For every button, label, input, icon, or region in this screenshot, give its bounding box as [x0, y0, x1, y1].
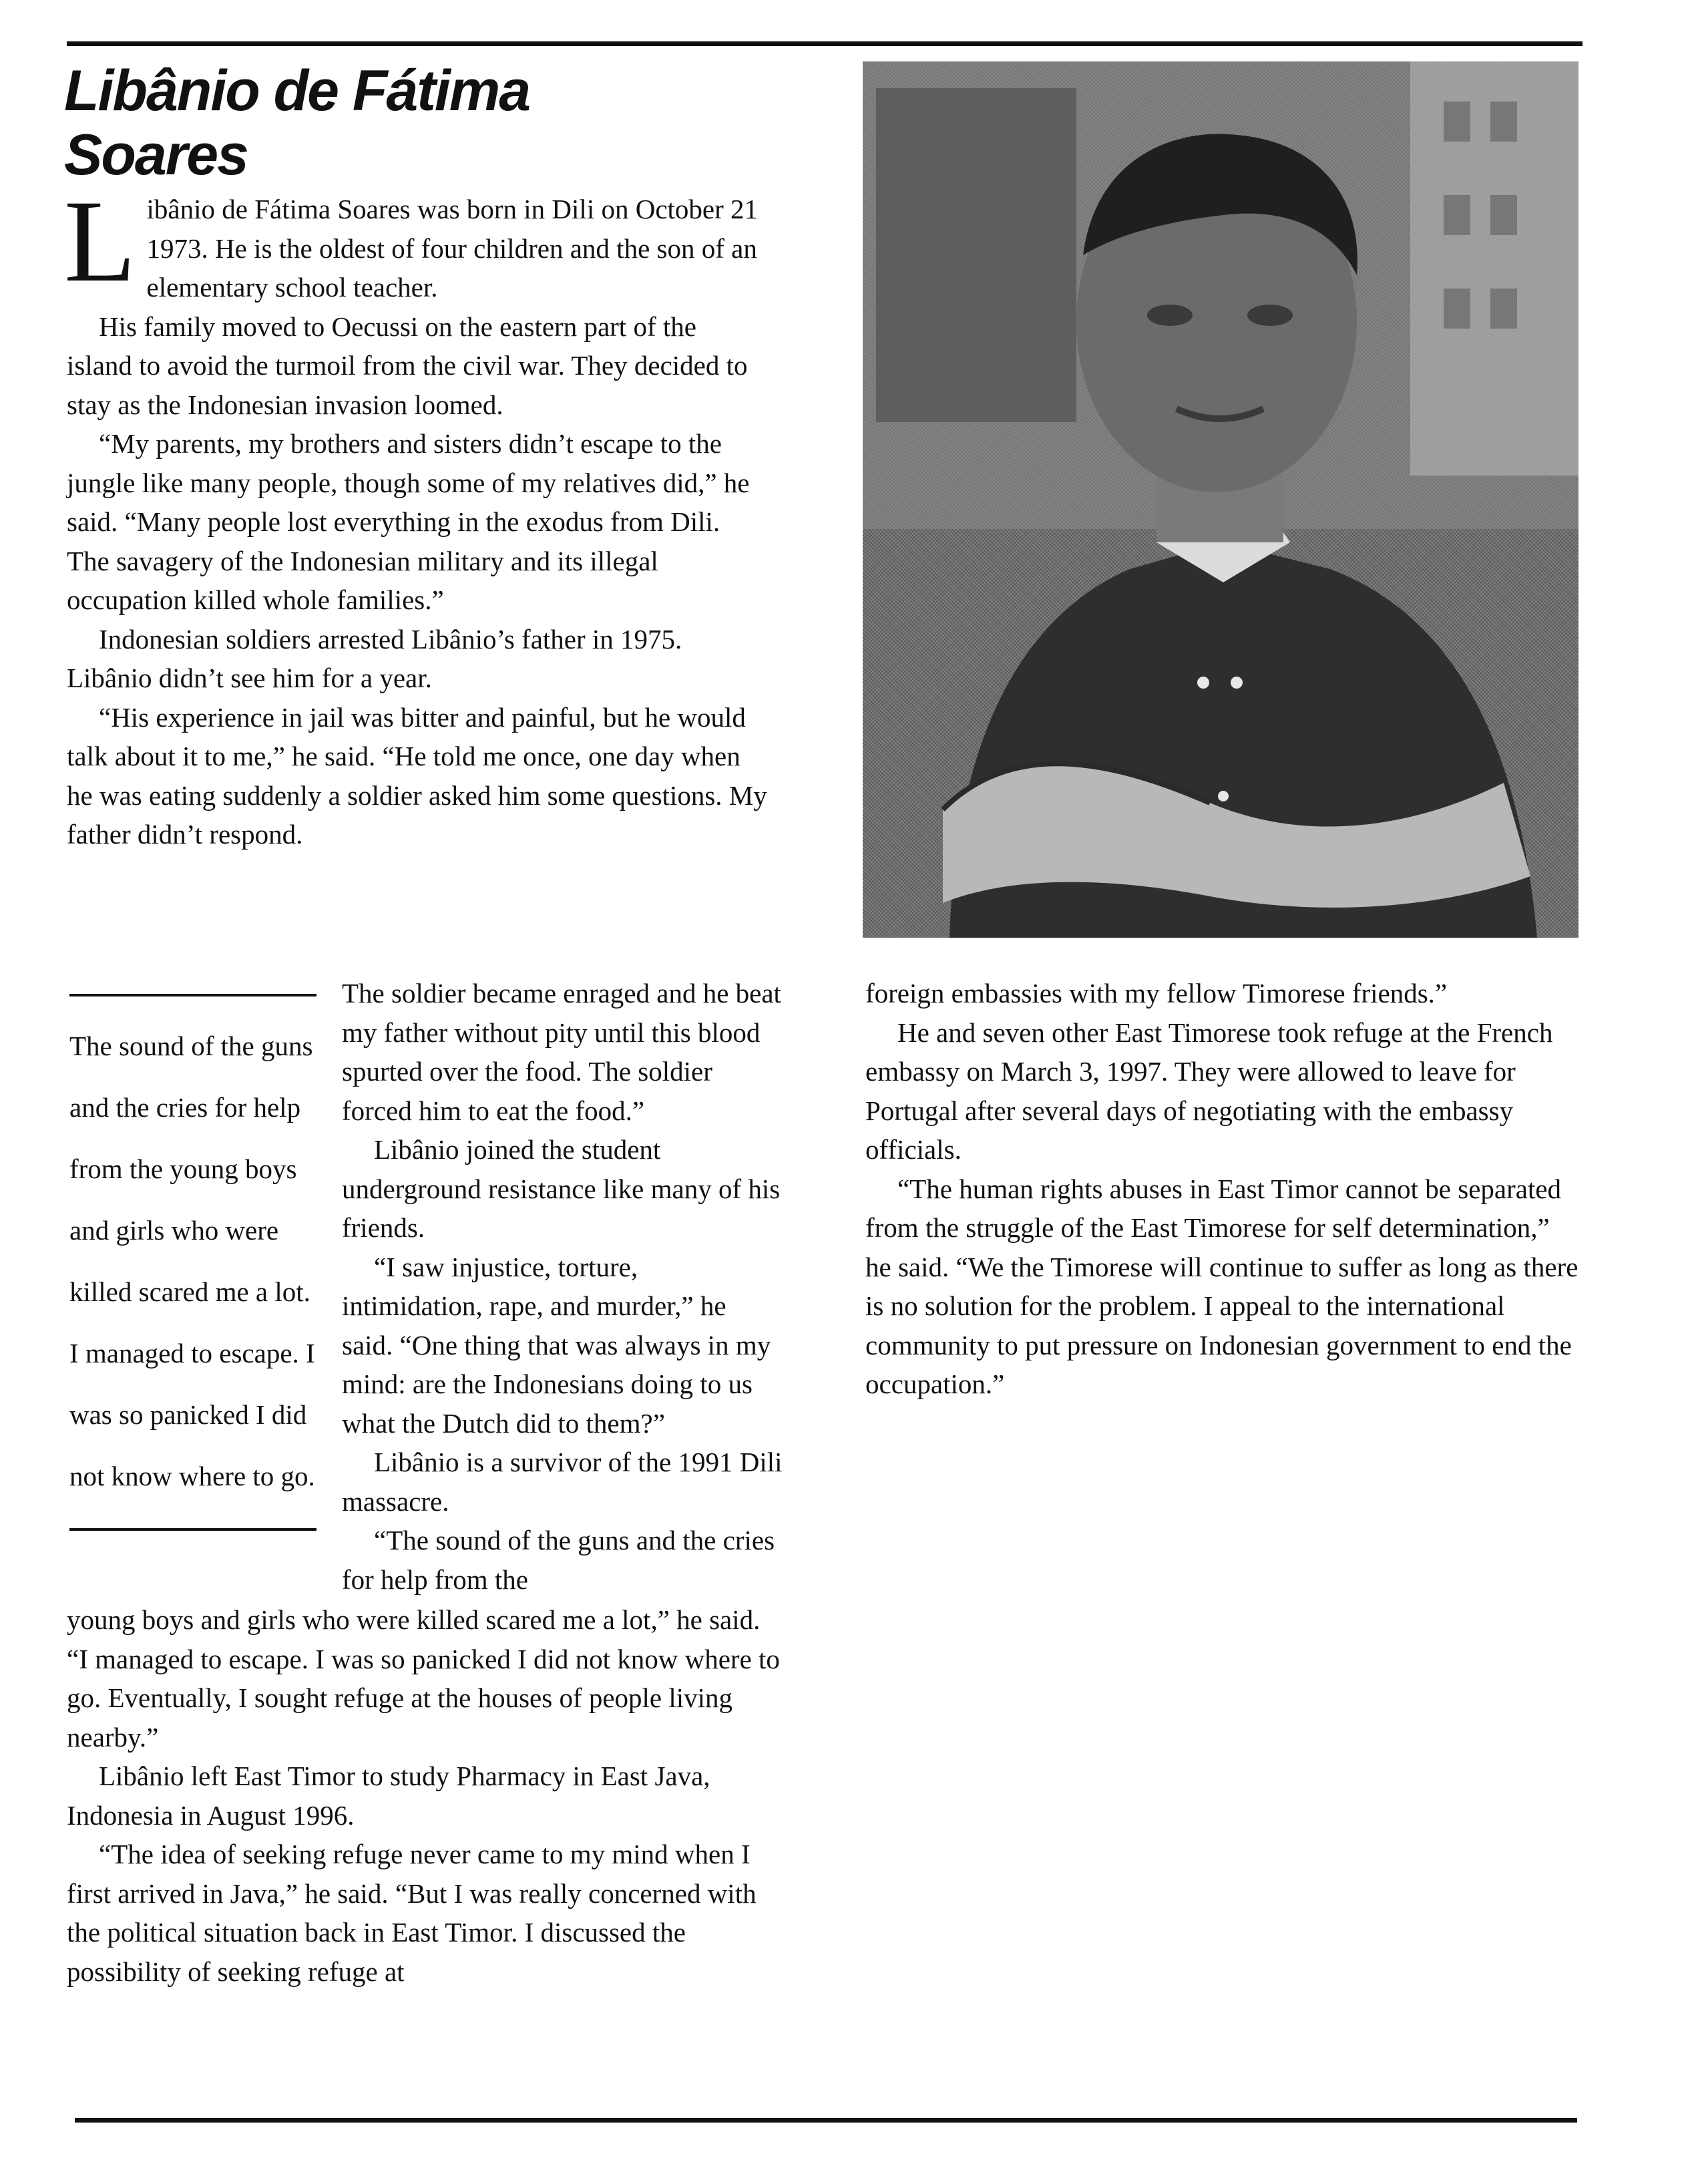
paragraph-13: “The human rights abuses in East Timor cannot be separated from the struggle of the East Timorese for self determination,” he said. “We the Timorese will continue to suffer as long as there is no solution for the problem. I appeal to the international community to put pressure on Indonesian government to end the occupation.”	[865, 1173, 1578, 1399]
paragraph-6: Libânio joined the student underground resistance like many of his friends.	[342, 1134, 781, 1243]
paragraph-11: “The idea of seeking refuge never came to my mind when I first arrived in Java,” he said. “But I was really concerned with the political situation back in East Timor. I discussed the possibility of seeking refuge at	[67, 1839, 757, 1987]
title-line-1: Libânio de Fátima	[64, 59, 530, 123]
paragraph-7: “I saw injustice, torture, intimidation, rape, and murder,” he said. “One thing that was always in my mind: are the Indonesians doing to us what the Dutch did to them?”	[342, 1251, 771, 1439]
title-line-2: Soares	[64, 123, 248, 187]
paragraph-5: “His experience in jail was bitter and painful, but he would talk about it to me,” he said. “He told me once, one day when he was eating suddenly a soldier asked him some questions. My father didn’t respond.	[67, 701, 767, 850]
paragraph-10: Libânio left East Timor to study Pharmacy in East Java, Indonesia in August 1996.	[67, 1761, 710, 1831]
column-left-top	[64, 176, 768, 854]
column-left-narrow	[342, 974, 783, 1599]
paragraph-11-continued: foreign embassies with my fellow Timorese friends.”	[865, 978, 1448, 1009]
portrait-photo-icon	[863, 61, 1578, 938]
paragraph-9-start: “The sound of the guns and the cries for help from the	[342, 1525, 775, 1595]
paragraph-12: He and seven other East Timorese took refuge at the French embassy on March 3, 1997. They were allowed to leave for Portugal after several days of negotiating with the embassy officials.	[865, 1017, 1553, 1165]
drop-cap: L	[64, 176, 136, 307]
paragraph-9-end: young boys and girls who were killed scared me a lot,” he said. “I managed to escape. I was so panicked I did not know where to go. Eventually, I sought refuge at the houses of people living nearby.”	[67, 1604, 780, 1753]
column-right	[865, 974, 1580, 1404]
column-left-bottom	[67, 1600, 781, 1991]
paragraph-5-continued: The soldier became enraged and he beat my father without pity until this blood spurted over the food. The soldier forced him to eat the food.”	[342, 978, 781, 1126]
top-rule	[67, 41, 1582, 46]
paragraph-8: Libânio is a survivor of the 1991 Dili massacre.	[342, 1447, 783, 1517]
paragraph-3: “My parents, my brothers and sisters didn’t escape to the jungle like many people, though some of my relatives did,” he said. “Many people lost everything in the exodus from Dili. The savagery of the Indonesian military and its illegal occupation killed whole families.”	[67, 428, 750, 615]
paragraph-4: Indonesian soldiers arrested Libânio’s father in 1975. Libânio didn’t see him for a year.	[67, 623, 682, 693]
portrait-photo	[863, 61, 1578, 938]
paragraph-2: His family moved to Oecussi on the eastern part of the island to avoid the turmoil from the civil war. They decided to stay as the Indonesian invasion loomed.	[67, 311, 748, 420]
pull-quote-text: The sound of the guns and the cries for help from the young boys and girls who were killed scared me a lot. I managed to escape. I was so panicked I did not know where to go.	[69, 1031, 315, 1491]
article-title	[64, 59, 799, 187]
paragraph-1: Libânio de Fátima Soares was born in Dili on October 21 1973. He is the oldest of four children and the son of an elementary school teacher.	[64, 176, 759, 307]
bottom-rule	[75, 2118, 1577, 2123]
pull-quote	[69, 994, 316, 1531]
